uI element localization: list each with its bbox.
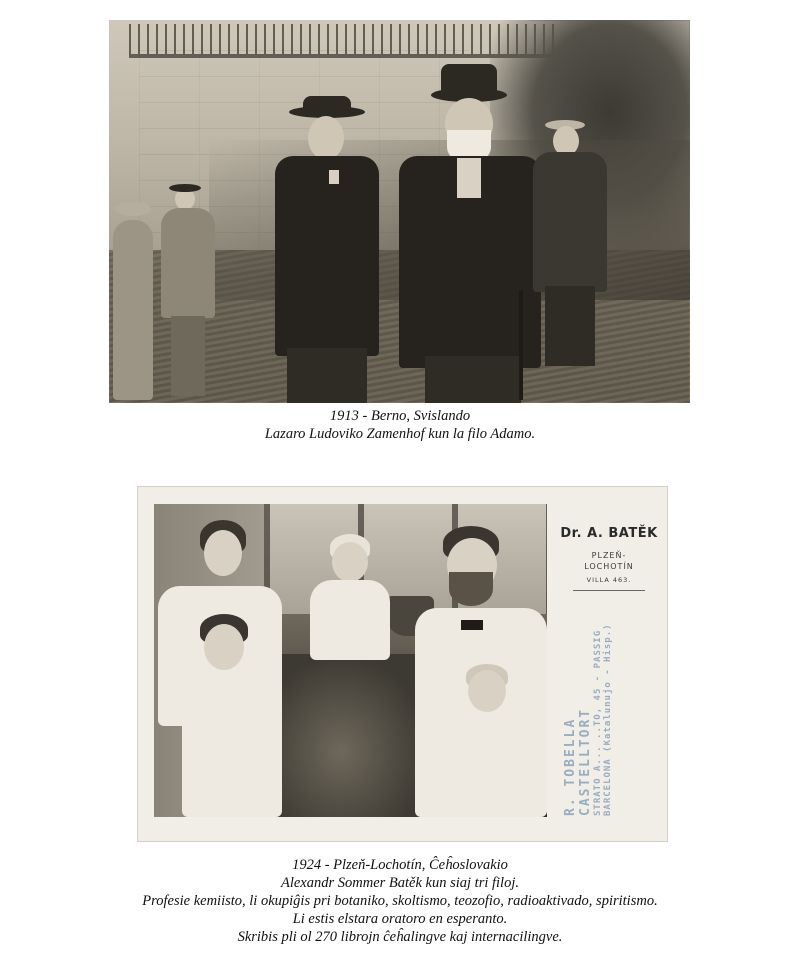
family-photograph <box>154 504 547 817</box>
figure-boy-right <box>444 664 534 817</box>
caption-photo-1 <box>0 407 800 443</box>
photo-zamenhof-berno <box>109 20 690 403</box>
caption-line-description: Lazaro Ludoviko Zamenhof kun la filo Adamo. <box>264 426 536 442</box>
background-person-right <box>529 116 609 366</box>
imprint-rule <box>573 590 645 591</box>
city-line-1: PLZEŇ- <box>591 551 627 560</box>
stamp-line-1: R. TOBELLA CASTELLTORT <box>563 707 593 816</box>
figure-boy-left <box>176 614 286 817</box>
collector-stamp <box>563 616 655 816</box>
caption-photo-2 <box>0 856 800 946</box>
caption-line-profession: Profesie kemiisto, li okupiĝis pri botaniko, skoltismo, teozofio, radioaktivado, spiritismo. <box>142 893 658 909</box>
photographer-villa: VILLA 463. <box>586 576 632 584</box>
caption-line-orator: Li estis elstara oratoro en esperanto. <box>292 911 508 927</box>
background-person-left <box>113 190 153 400</box>
stamp-line-2: STRATO A... ..TO, 45 - PASSIG <box>593 629 603 816</box>
photographer-name: Dr. A. BATĚK <box>560 526 658 541</box>
figure-adamo <box>253 92 383 403</box>
postcard-batek-family <box>137 486 668 842</box>
caption-line-date-place: 1913 - Berno, Svislando <box>329 408 471 424</box>
figure-baby <box>304 534 394 664</box>
caption-line-books: Skribis pli ol 270 librojn ĉeĥalingve kaj internacilingve. <box>237 929 563 945</box>
caption-line-subject: Alexandr Sommer Batěk kun siaj tri filoj. <box>280 875 519 891</box>
photographer-city <box>555 550 663 572</box>
postcard-imprint <box>555 516 663 826</box>
stamp-line-3: BARCELONA (Katalunujo - Hisp.) <box>603 623 613 816</box>
caption-line-date-place: 1924 - Plzeň-Lochotín, Ĉeĥoslovakio <box>292 857 508 873</box>
background-person-walking <box>153 180 223 400</box>
city-line-2: LOCHOTÍN <box>584 562 634 571</box>
